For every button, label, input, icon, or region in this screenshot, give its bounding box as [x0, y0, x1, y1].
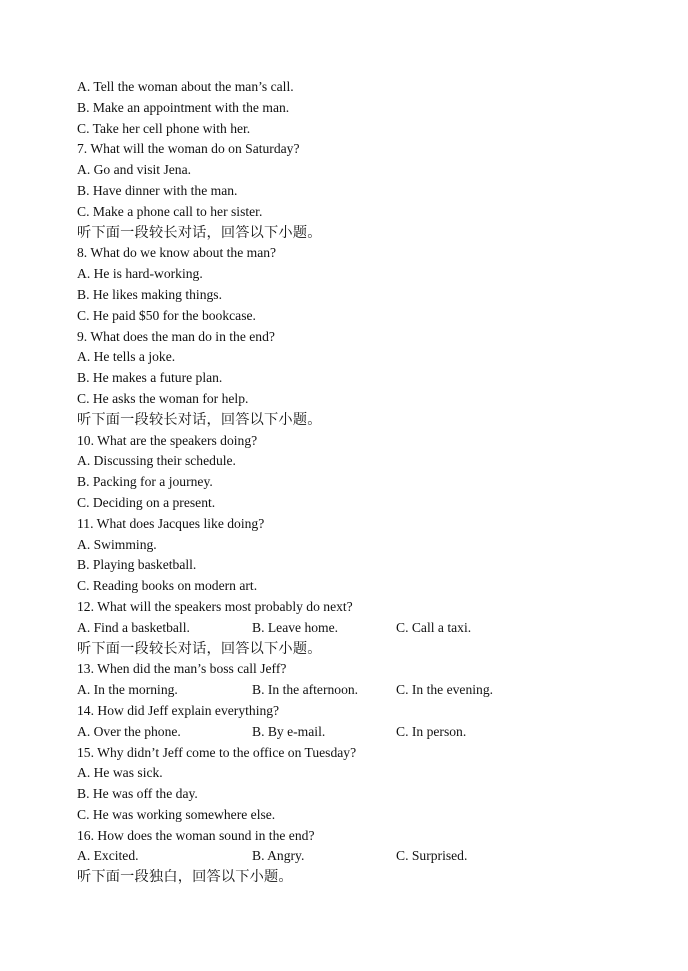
- text-line: 13. When did the man’s boss call Jeff?: [77, 661, 287, 677]
- text-line: B. He makes a future plan.: [77, 370, 223, 386]
- option-a: A. Excited.: [77, 848, 139, 864]
- text-line: 7. What will the woman do on Saturday?: [77, 141, 300, 157]
- text-line: A. Go and visit Jena.: [77, 162, 192, 178]
- section-instruction: 听下面一段较长对话，回答以下小题。: [77, 640, 322, 657]
- option-a: A. Over the phone.: [77, 723, 181, 739]
- text-line: C. Deciding on a present.: [77, 494, 216, 510]
- text-line: 8. What do we know about the man?: [77, 245, 277, 261]
- text-line: C. Make a phone call to her sister.: [77, 203, 263, 219]
- text-line: B. Have dinner with the man.: [77, 182, 238, 198]
- option-b: B. By e-mail.: [252, 723, 326, 739]
- text-line: A. He was sick.: [77, 765, 163, 781]
- option-a: A. Find a basketball.: [77, 619, 190, 635]
- section-instruction: 听下面一段独白，回答以下小题。: [77, 869, 293, 886]
- text-line: 12. What will the speakers most probably do next?: [77, 598, 353, 614]
- text-line: C. Reading books on modern art.: [77, 578, 258, 594]
- option-row: [77, 618, 637, 639]
- option-b: B. Leave home.: [252, 619, 339, 635]
- text-line: A. Discussing their schedule.: [77, 453, 236, 469]
- question-list: [77, 77, 637, 888]
- text-line: B. Packing for a journey.: [77, 474, 213, 490]
- option-c: C. In person.: [396, 723, 467, 739]
- option-c: C. Surprised.: [396, 848, 468, 864]
- text-line: A. He tells a joke.: [77, 349, 176, 365]
- option-row: [77, 680, 637, 701]
- section-instruction: 听下面一段较长对话，回答以下小题。: [77, 224, 322, 241]
- text-line: 16. How does the woman sound in the end?: [77, 827, 315, 843]
- option-a: A. In the morning.: [77, 682, 178, 698]
- text-line: C. He paid $50 for the bookcase.: [77, 307, 256, 323]
- text-line: 15. Why didn’t Jeff come to the office on Tuesday?: [77, 744, 357, 760]
- text-line: 14. How did Jeff explain everything?: [77, 702, 280, 718]
- text-line: B. He likes making things.: [77, 286, 222, 302]
- option-b: B. In the afternoon.: [252, 682, 359, 698]
- text-line: A. He is hard-working.: [77, 266, 203, 282]
- text-line: B. He was off the day.: [77, 786, 198, 802]
- text-line: A. Tell the woman about the man’s call.: [77, 79, 294, 94]
- text-line: 11. What does Jacques like doing?: [77, 515, 265, 531]
- text-line: 10. What are the speakers doing?: [77, 432, 258, 448]
- text-line: C. He was working somewhere else.: [77, 806, 276, 822]
- option-c: C. Call a taxi.: [396, 619, 472, 635]
- text-line: B. Make an appointment with the man.: [77, 99, 290, 115]
- text-line: C. He asks the woman for help.: [77, 390, 249, 406]
- text-line: A. Swimming.: [77, 536, 157, 552]
- text-line: C. Take her cell phone with her.: [77, 120, 251, 136]
- option-c: C. In the evening.: [396, 682, 494, 698]
- option-b: B. Angry.: [252, 848, 305, 864]
- text-line: B. Playing basketball.: [77, 557, 197, 573]
- text-line: 9. What does the man do in the end?: [77, 328, 275, 344]
- section-instruction: 听下面一段较长对话，回答以下小题。: [77, 411, 322, 428]
- option-row: [77, 722, 637, 743]
- option-row: [77, 846, 637, 867]
